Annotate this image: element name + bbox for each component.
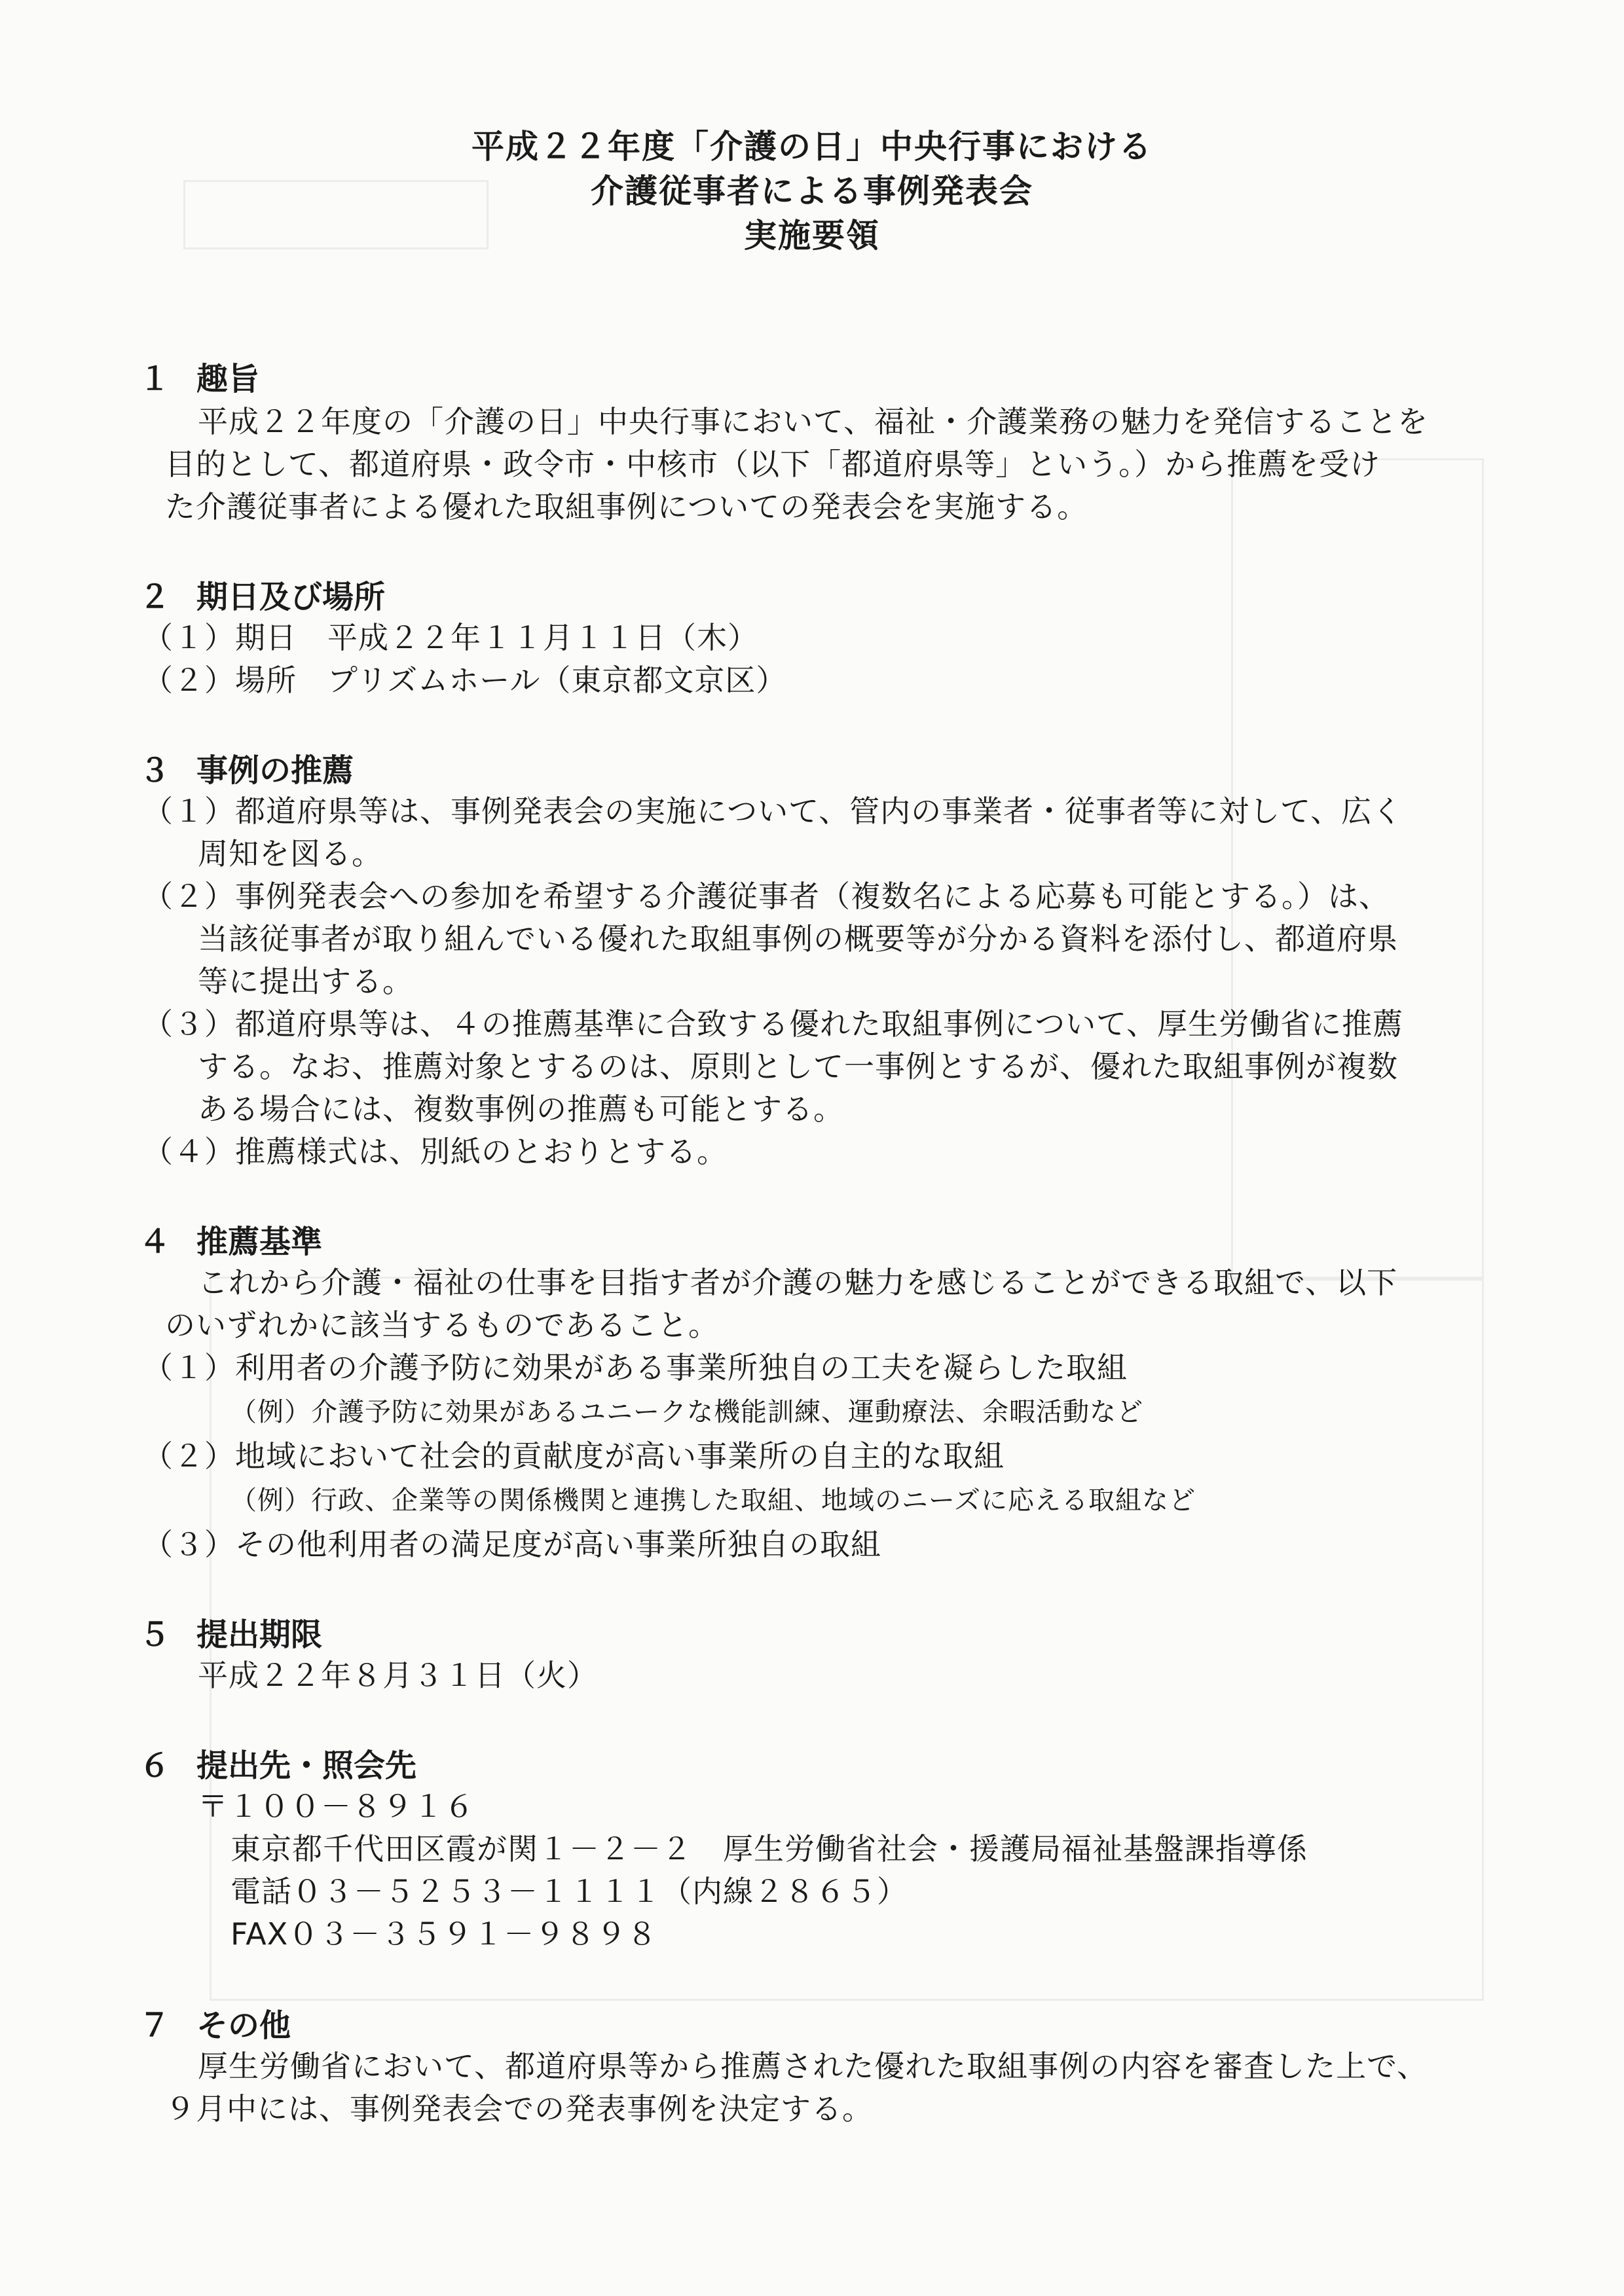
section-4-example: （例）介護予防に効果があるユニークな機能訓練、運動療法、余暇活動など (231, 1397, 1143, 1427)
section-3-line: ある場合には、複数事例の推薦も可能とする。 (198, 1091, 844, 1127)
section-4-example: （例）行政、企業等の関係機関と連携した取組、地域のニーズに応える取組など (231, 1485, 1196, 1516)
title-line-2: 介護従事者による事例発表会 (591, 172, 1033, 210)
section-3-line: （３）都道府県等は、４の推薦基準に合致する優れた取組事例について、厚生労働省に推薦 (143, 1006, 1404, 1042)
section-4-line: （２）地域において社会的貢献度が高い事業所の自主的な取組 (143, 1438, 1005, 1474)
contact-address: 東京都千代田区霞が関１－２－２ 厚生労働省社会・援護局福祉基盤課指導係 (231, 1831, 1308, 1867)
section-3-line: 周知を図る。 (198, 836, 382, 871)
document-title (0, 124, 1624, 258)
section-3-line: （２）事例発表会への参加を希望する介護従事者（複数名による応募も可能とする。）は、 (143, 879, 1390, 914)
section-3-line: （１）都道府県等は、事例発表会の実施について、管内の事業者・従事者等に対して、広く (143, 793, 1403, 829)
section-1-number: １ (139, 361, 171, 397)
section-2-item: （２）場所 プリズムホール（東京都文京区） (143, 663, 787, 698)
section-2-item: （１）期日 平成２２年１１月１１日（木） (143, 620, 758, 655)
contact-phone: 電話０３－５２５３－１１１１（内線２８６５） (231, 1874, 908, 1909)
section-1-line: た介護従事者による優れた取組事例についての発表会を実施する。 (165, 489, 1088, 524)
section-6-number: ６ (139, 1747, 171, 1784)
section-5-number: ５ (139, 1616, 171, 1653)
section-4-number: ４ (139, 1224, 171, 1260)
section-5-heading: 提出期限 (196, 1616, 323, 1653)
section-4-line: （１）利用者の介護予防に効果がある事業所独自の工夫を凝らした取組 (143, 1350, 1128, 1385)
section-2-number: ２ (139, 579, 171, 615)
section-6-heading: 提出先・照会先 (196, 1747, 417, 1784)
section-2-heading: 期日及び場所 (196, 579, 386, 615)
section-3-line: 等に提出する。 (198, 964, 413, 999)
title-line-3: 実施要領 (744, 217, 880, 255)
title-line-1: 平成２２年度「介護の日」中央行事における (471, 128, 1153, 166)
section-4-line: のいずれかに該当するものであること。 (165, 1307, 719, 1343)
section-1-heading: 趣旨 (196, 361, 260, 397)
contact-fax: FAX０３－３５９１－９８９８ (231, 1916, 658, 1952)
section-7-number: ７ (139, 2007, 171, 2044)
section-4-line: （３）その他利用者の満足度が高い事業所独自の取組 (143, 1527, 881, 1562)
deadline-date: 平成２２年８月３１日（火） (198, 1658, 598, 1693)
section-3-number: ３ (139, 752, 171, 789)
section-4-heading: 推薦基準 (196, 1224, 323, 1260)
section-3-line: （４）推薦様式は、別紙のとおりとする。 (143, 1134, 728, 1169)
section-7-line: 厚生労働省において、都道府県等から推薦された優れた取組事例の内容を審査した上で、 (198, 2049, 1428, 2084)
section-4-line: これから介護・福祉の仕事を目指す者が介護の魅力を感じることができる取組で、以下 (198, 1265, 1398, 1300)
section-3-line: 当該従事者が取り組んでいる優れた取組事例の概要等が分かる資料を添付し、都道府県 (198, 921, 1398, 957)
bleed-through-box (1231, 458, 1484, 1281)
postal-code: 〒１００－８９１６ (198, 1789, 475, 1824)
section-1-line: 目的として、都道府県・政令市・中核市（以下「都道府県等」という。）から推薦を受け (165, 446, 1381, 482)
section-1-line: 平成２２年度の「介護の日」中央行事において、福祉・介護業務の魅力を発信することを (198, 404, 1429, 439)
section-7-line: ９月中には、事例発表会での発表事例を決定する。 (165, 2091, 873, 2126)
section-3-heading: 事例の推薦 (196, 752, 354, 789)
section-3-line: する。なお、推薦対象とするのは、原則として一事例とするが、優れた取組事例が複数 (198, 1049, 1398, 1084)
section-7-heading: その他 (196, 2007, 291, 2044)
